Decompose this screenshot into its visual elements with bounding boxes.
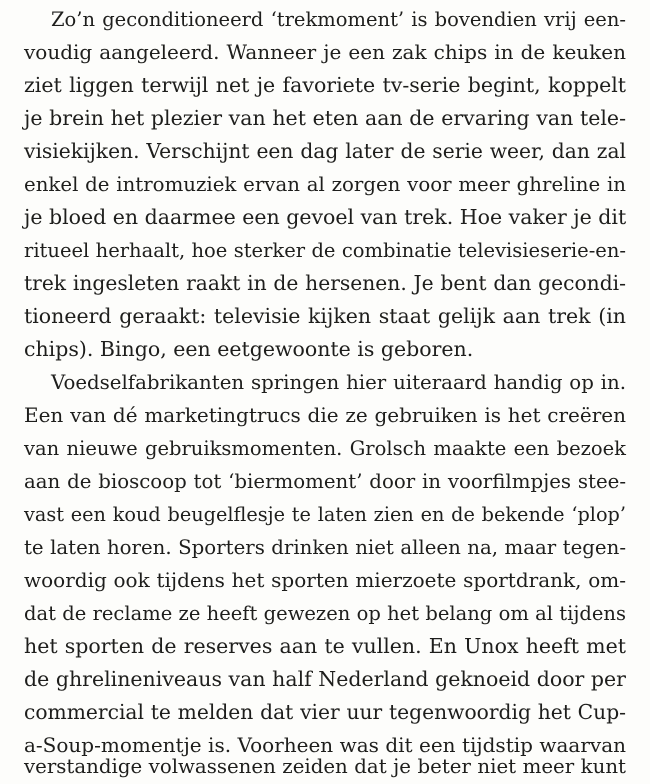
- text-line: ziet liggen terwijl net je favoriete tv-serie begint, koppelt: [24, 73, 626, 97]
- text-line: dat de reclame ze heeft gewezen op het belang om al tijdens: [24, 602, 626, 625]
- text-line: woordig ook tijdens het sporten mierzoete sportdrank, om-: [24, 568, 626, 592]
- text-line: aan de bioscoop tot ‘biermoment’ door in voorfilmpjes stee-: [24, 470, 626, 493]
- text-line: de ghrelineniveaus van half Nederland geknoeid door per: [24, 667, 626, 691]
- text-line: visiekijken. Verschijnt een dag later de serie weer, dan zal: [24, 139, 626, 163]
- text-line: je bloed en daarmee een gevoel van trek. Hoe vaker je dit: [24, 205, 627, 229]
- text-line: trek ingesleten raakt in de hersenen. Je bent dan gecondi-: [24, 271, 626, 295]
- text-line: commercial te melden dat vier uur tegenwoordig het Cup-: [24, 700, 626, 724]
- text-line: Zo’n geconditioneerd ‘trekmoment’ is bovendien vrij een-: [51, 8, 626, 31]
- text-line: ritueel herhaalt, hoe sterker de combinatie televisieserie-en-: [24, 239, 626, 262]
- text-line: voudig aangeleerd. Wanneer je een zak chips in de keuken: [24, 40, 626, 64]
- text-line: a-Soup-momentje is. Voorheen was dit een tijdstip waarvan: [24, 733, 626, 757]
- text-line: Een van dé marketingtrucs die ze gebruiken is het creëren: [24, 403, 626, 427]
- text-line: te laten horen. Sporters drinken niet alleen na, maar tegen-: [24, 536, 626, 559]
- text-line: chips). Bingo, een eetgewoonte is geboren.: [24, 337, 474, 361]
- text-line: vast een koud beugelflesje te laten zien en de bekende ‘plop’: [24, 503, 626, 526]
- text-line: tioneerd geraakt: televisie kijken staat gelijk aan trek (in: [24, 304, 626, 328]
- text-line: van nieuwe gebruiksmomenten. Grolsch maakte een bezoek: [24, 437, 626, 460]
- text-line: enkel de intromuziek ervan al zorgen voor meer ghreline in: [24, 173, 626, 196]
- text-line: verstandige volwassenen zeiden dat je beter niet meer kunt: [24, 755, 626, 778]
- text-line: Voedselfabrikanten springen hier uiteraard handig op in.: [51, 371, 626, 394]
- text-line: het sporten de reserves aan te vullen. En Unox heeft met: [24, 634, 626, 658]
- text-line: je brein het plezier van het eten aan de ervaring van tele-: [24, 106, 626, 130]
